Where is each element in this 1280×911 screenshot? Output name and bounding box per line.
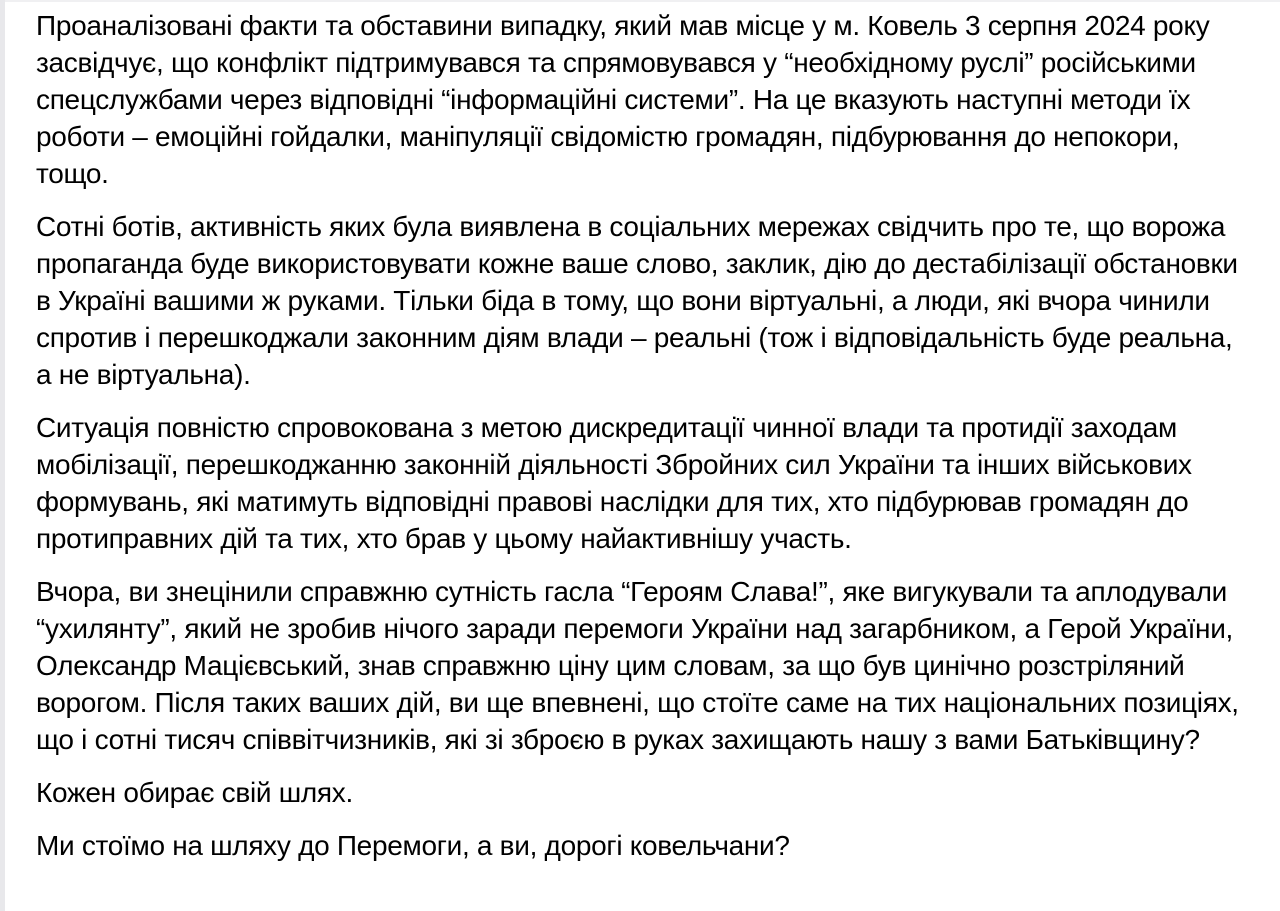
paragraph-5: Кожен обирає свій шлях. [36,777,353,808]
paragraph-2: Сотні ботів, активність яких була виявлена в соціальних мережах свідчить про те, що ворожа пропаганда буде використовувати кожне ваше слово, заклик, дію до дестабілізації обстановки в Україні вашими ж руками. Тільки біда в тому, що вони віртуальні, а люди, які вчора чинили спротив і перешкоджали законним діям влади – реальні (тож і відповідальність буде реальна, а не віртуальна). [36,211,1238,390]
paragraph-3: Ситуація повністю спровокована з метою дискредитації чинної влади та протидії заходам мобілізації, перешкоджанню законній діяльності Збройних сил України та інших військових формувань, які матимуть відповідні правові наслідки для тих, хто підбурював громадян до протиправних дій та тих, хто брав у цьому найактивнішу участь. [36,412,1192,554]
paragraph-1: Проаналізовані факти та обставини випадку, який мав місце у м. Ковель 3 серпня 2024 року засвідчує, що конфлікт підтримувався та спрямовувався у “необхідному руслі” російськими спецслужбами через відповідні “інформаційні системи”. На це вказують наступні методи їх роботи – емоційні гойдалки, маніпуляції свідомістю громадян, підбурювання до непокори, тощо. [36,10,1210,189]
paragraph-4: Вчора, ви знецінили справжню сутність гасла “Героям Слава!”, яке вигукували та аплодували “ухилянту”, який не зробив нічого заради перемоги України над загарбником, а Герой України, Олександр Мацієвський, знав справжню ціну цим словам, за що був цинічно розстріляний ворогом. Після таких ваших дій, ви ще впевнені, що стоїте саме на тих національних позиціях, що і сотні тисяч співвітчизників, які зі зброєю в руках захищають нашу з вами Батьківщину? [36,576,1239,755]
paragraph-6: Ми стоїмо на шляху до Перемоги, а ви, дорогі ковельчани? [36,830,790,861]
